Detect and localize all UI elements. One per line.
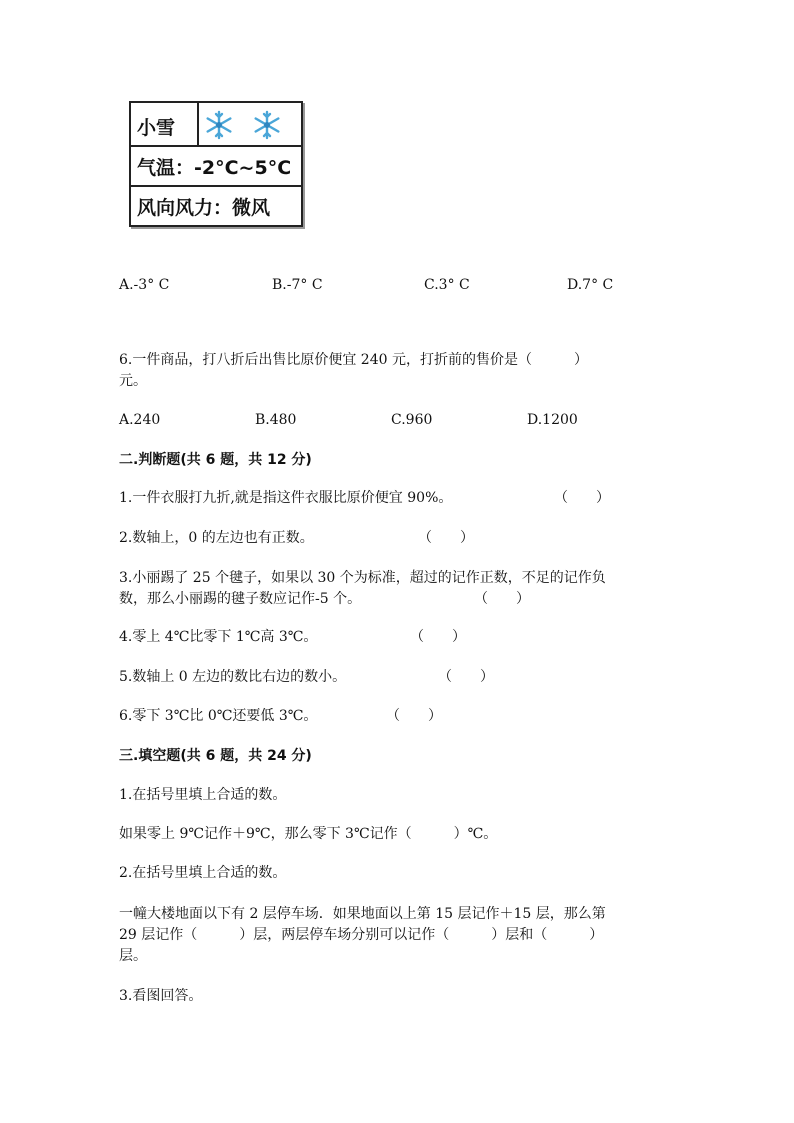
weather-condition-row xyxy=(131,103,301,147)
judge-item-1: 1.一件衣服打九折,就是指这件衣服比原价便宜 90%。 xyxy=(119,490,453,506)
q5-option-c: C.3° C xyxy=(424,277,470,293)
judge-item-5-blank: （ ） xyxy=(438,669,494,685)
weather-temperature: 气温：-2°C~5°C xyxy=(137,157,292,179)
q6-option-b: B.480 xyxy=(255,412,297,428)
judge-item-1-blank: （ ） xyxy=(554,490,610,506)
judge-item-2-blank: （ ） xyxy=(418,530,474,546)
snowflake-icon xyxy=(251,109,283,141)
weather-divider xyxy=(197,103,199,145)
judge-item-3-line2: 数，那么小丽踢的毽子数应记作-5 个。 xyxy=(119,591,362,607)
judge-item-5: 5.数轴上 0 左边的数比右边的数小。 xyxy=(119,669,347,685)
weather-wind: 风向风力：微风 xyxy=(137,197,271,219)
fill-q1-title: 1.在括号里填上合适的数。 xyxy=(119,787,287,803)
fill-q2-body-line3: 层。 xyxy=(119,948,147,964)
judge-item-2: 2.数轴上，0 的左边也有正数。 xyxy=(119,530,314,546)
weather-card xyxy=(129,101,303,227)
weather-temperature-row xyxy=(131,147,301,187)
section2-heading: 二.判断题(共 6 题，共 12 分) xyxy=(119,452,312,468)
q6-option-c: C.960 xyxy=(391,412,433,428)
q6-option-a: A.240 xyxy=(119,412,161,428)
section3-heading: 三.填空题(共 6 题，共 24 分) xyxy=(119,748,312,764)
judge-item-6: 6.零下 3℃比 0℃还要低 3℃。 xyxy=(119,708,318,724)
weather-wind-row xyxy=(131,187,301,225)
judge-item-3-line1: 3.小丽踢了 25 个毽子，如果以 30 个为标准，超过的记作正数，不足的记作负 xyxy=(119,570,606,586)
judge-item-6-blank: （ ） xyxy=(386,708,442,724)
fill-q2-title: 2.在括号里填上合适的数。 xyxy=(119,865,287,881)
fill-q2-body-line1: 一幢大楼地面以下有 2 层停车场．如果地面以上第 15 层记作＋15 层，那么第 xyxy=(119,906,606,922)
q6-text-line2: 元。 xyxy=(119,373,147,389)
snowflake-icon xyxy=(203,109,235,141)
judge-item-4: 4.零上 4℃比零下 1℃高 3℃。 xyxy=(119,629,318,645)
q5-option-b: B.-7° C xyxy=(272,277,323,293)
fill-q2-body-line2: 29 层记作（ ）层，两层停车场分别可以记作（ ）层和（ ） xyxy=(119,927,604,943)
q6-option-d: D.1200 xyxy=(527,412,578,428)
weather-condition: 小雪 xyxy=(137,117,176,139)
q6-text-line1: 6.一件商品，打八折后出售比原价便宜 240 元，打折前的售价是（ ） xyxy=(119,352,588,368)
q5-option-d: D.7° C xyxy=(567,277,614,293)
judge-item-4-blank: （ ） xyxy=(410,629,466,645)
fill-q3-title: 3.看图回答。 xyxy=(119,988,203,1004)
q5-option-a: A.-3° C xyxy=(119,277,170,293)
fill-q1-body: 如果零上 9℃记作＋9℃，那么零下 3℃记作（ ）℃。 xyxy=(119,826,498,842)
judge-item-3-blank: （ ） xyxy=(474,591,530,607)
